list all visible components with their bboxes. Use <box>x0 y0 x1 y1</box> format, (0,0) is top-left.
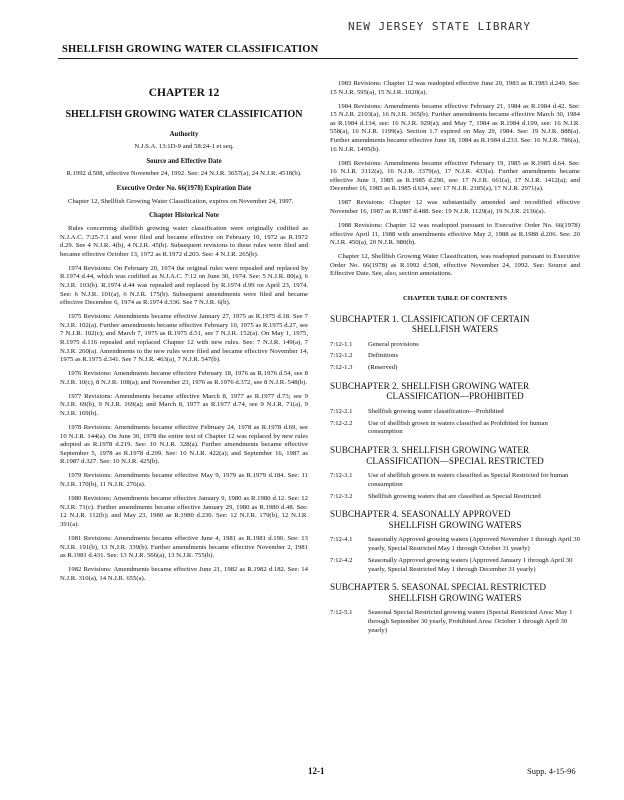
source-heading: Source and Effective Date <box>146 157 222 165</box>
subchapter-heading <box>330 381 580 402</box>
historical-note-body <box>60 225 308 583</box>
section-number: 7:12-4.1 <box>330 536 353 544</box>
source-text: R.1992 d.508, effective November 24, 1992. See: 24 N.J.R. 3657(a), 24 N.J.R. 4518(b). <box>66 170 302 178</box>
history-paragraph: 1976 Revisions: Amendments became effective February 18, 1976 as R.1976 d.54, see 8 N.J.R. 10(c), 8 N.J.R. 108(a); and November 23, 1976 as R.1976 d.372, see 8 N.J.R. 548(b). <box>60 370 308 386</box>
section-title: Seasonally Approved growing waters (Approved January 1 through April 30 yearly, Special Restricted May 1 through December 31 yearly) <box>368 556 573 573</box>
history-paragraph: 1977 Revisions: Amendments became effective March 8, 1977 as R.1977 d.73; see 9 N.J.R. 69(b), 9 N.J.R. 169(a); and March 8, 1977 as R.1977 d.74, see 9 N.J.R. 71(a), 9 N.J.R. 169(b). <box>60 392 308 417</box>
exec-order-text: Chapter 12, Shellfish Growing Water Classification, expires on November 24, 1997. <box>68 197 294 205</box>
history-paragraph: 1975 Revisions: Amendments became effective January 27, 1975 as R.1975 d.18. See 7 N.J.R. 102(a). Further amendments became effective February 10, 1975 as R.1975 d.27, see 7 N.J.R. 102(c); and March 7, 1975 as R.1975 d.51, see 7 N.J.R. 152(a). On May 1, 1975, R.1975 d.116 repealed and replaced Chapter 12 with new rules. See: 7 N.J.R. 149(a), 7 N.J.R. 260(a). Amendments to the new rules were filed and became effective November 14, 1975 as R.1975 d.341. See 7 N.J.R. 463(a), 7 N.J.R. 547(b). <box>60 313 308 364</box>
subchapter-heading-line: CLASSIFICATION—SPECIAL RESTRICTED <box>366 455 544 466</box>
history-paragraph: Rules concerning shellfish growing water classification were originally codified as N.J.A.C. 7:25-7.1 and were filed and became effective on February 10, 1972 as R.1972 d.29. See 4 N.J.R. 4(b), 4 N.J.R. 45(b). Subsequent revisions to these rules were filed and became effective October 13, 1972 as R.1972 d.203. See: 4 N.J.R. 265(b). <box>60 225 308 258</box>
toc-entry <box>330 341 580 350</box>
section-title: (Reserved) <box>368 364 398 372</box>
section-number: 7:12-1.1 <box>330 340 353 348</box>
history-paragraph: 1978 Revisions: Amendments became effective February 24, 1978 as R.1978 d.69, see 10 N.J.R. 144(a). On June 30, 1978 the entire text of Chapter 12 was replaced by new rules adopted as R.1978 d.219. See: 10 N.J.R. 328(a). Further amendments became effective September 5, 1978 as R.1978 d.299. See: 10 N.J.R. 422(a); and September 16, 1987 as R.1987 d.327. See: 10 N.J.R. 425(b). <box>60 424 308 466</box>
toc-entry <box>330 420 580 437</box>
subchapter-heading-line: SHELLFISH GROWING WATERS <box>388 592 522 603</box>
subchapter-heading <box>330 314 580 335</box>
history-paragraph: 1982 Revisions: Amendments became effective June 21, 1982 as R.1982 d.182. See: 14 N.J.R. 310(a), 14 N.J.R. 655(a). <box>60 566 308 582</box>
history-paragraph: 1983 Revisions: Chapter 12 was readopted effective June 20, 1983 as R.1983 d.249. See: 15 N.J.R. 595(a), 15 N.J.R. 1020(a). <box>330 80 580 96</box>
chapter-title: SHELLFISH GROWING WATER CLASSIFICATION <box>65 108 303 120</box>
page-number: 12-1 <box>308 766 325 776</box>
history-paragraph: 1974 Revisions: On February 20, 1974 the original rules were repealed and replaced by R.1974 d.44, which was codified as N.J.A.C. 7:12 on June 30, 1974. See: 5 N.J.R. 80(a), 6 N.J.R. 103(b). R.1974 d.44 was repealed and replaced by R.1974 d.99 on April 23, 1974. See: 6 N.J.R. 101(a), 6 N.J.R. 175(b). Subsequent amendments were filed and became effective December 6, 1974 as R.1974 d.336. See 7 N.J.R. 6(b). <box>60 264 308 307</box>
section-number: 7:12-1.3 <box>330 364 353 372</box>
toc-entry <box>330 557 580 574</box>
toc-entry <box>330 493 580 502</box>
section-title: Seasonally Approved growing waters (Approved November 1 through April 30 yearly, Special Restricted May 1 through October 31 yearly) <box>368 536 580 553</box>
header-rule <box>58 58 578 59</box>
section-number: 7:12-5.1 <box>330 609 353 617</box>
toc-entry <box>330 364 580 373</box>
section-title: Seasonal Special Restricted growing waters (Special Restricted Area: May 1 through September 30 yearly, Prohibited Area: October 1 through April 30 yearly) <box>368 609 573 634</box>
section-number: 7:12-2.1 <box>330 407 353 415</box>
historical-note-heading: Chapter Historical Note <box>149 212 219 220</box>
history-paragraph: 1980 Revisions: Amendments became effective January 9, 1980 as R.1980 d.12. See: 12 N.J.R. 71(c). Further amendments became effective January 29, 1980 as R.1980 d.48. See: 12 N.J.R. 112(b); and May 23, 1980 as R.1980 d.230. See: 12 N.J.R. 179(b), 12 N.J.R. 391(a). <box>60 495 308 528</box>
toc-entry <box>330 408 580 417</box>
chapter-number: CHAPTER 12 <box>148 87 220 99</box>
section-title: Use of shellfish grown in waters classified as Prohibited for human consumption <box>368 419 548 436</box>
supplement-date: Supp. 4-15-96 <box>527 766 576 776</box>
toc-entry <box>330 609 580 635</box>
subchapter-heading-line: SUBCHAPTER 1. CLASSIFICATION OF CERTAIN <box>330 313 530 324</box>
subchapter-heading-line: SUBCHAPTER 3. SHELLFISH GROWING WATER <box>330 445 530 456</box>
section-title: Shellfish growing waters that are classified as Special Restricted <box>368 492 541 500</box>
subchapter-heading <box>330 509 580 530</box>
section-number: 7:12-1.2 <box>330 352 353 360</box>
authority-heading: Authority <box>169 130 199 138</box>
subchapter-heading <box>330 582 580 603</box>
subchapter-heading-line: SUBCHAPTER 5. SEASONAL SPECIAL RESTRICTED <box>330 582 547 593</box>
subchapter-heading <box>330 445 580 466</box>
history-paragraph: Chapter 12, Shellfish Growing Water Classification, was readopted pursuant to Executive Order No. 66(1978) as R.1992 d.508, effective November 24, 1992. See: Source and Effective Date. See, also, section annotations. <box>330 253 580 278</box>
revision-notes <box>330 80 580 279</box>
left-column <box>60 86 308 589</box>
section-number: 7:12-3.1 <box>330 472 353 480</box>
toc-entry <box>330 472 580 489</box>
section-number: 7:12-3.2 <box>330 492 353 500</box>
history-paragraph: 1979 Revisions: Amendments became effective May 9, 1979 as R.1979 d.184. See: 11 N.J.R. 170(b), 11 N.J.R. 276(a). <box>60 472 308 489</box>
history-paragraph: 1985 Revisions: Amendments became effective February 19, 1985 as R.1985 d.64. See: 16 N.J.R. 3112(a), 16 N.J.R. 3379(a), 17 N.J.R. 433(a). Further amendments became effective June 3, 1985 as R.1985 d.290, see: 17 N.J.R. 661(a), 17 N.J.R. 1412(a); and December 16, 1985 as R.1985 d.634, see: 17 N.J.R. 2185(a), 17 N.J.R. 2971(a). <box>330 159 580 193</box>
section-title: General provisions <box>368 340 419 348</box>
authority-text: N.J.S.A. 13:1D-9 and 58:24-1 et seq. <box>134 143 234 151</box>
exec-order-heading: Executive Order No. 66(1978) Expiration Date <box>116 185 252 193</box>
history-paragraph: 1988 Revisions: Chapter 12 was readopted pursuant to Executive Order No. 66(1978) effective April 11, 1988 with amendments effective May 2, 1988 as R.1988 d.206. See: 20 N.J.R. 450(a), 20 N.J.R. 980(b). <box>330 222 580 247</box>
history-paragraph: 1984 Revisions: Amendments became effective February 21, 1984 as R.1984 d.42. See: 15 N.J.R. 2103(a), 16 N.J.R. 365(b). Further amendments became effective March 30, 1984 as R.1984 d.134, see: 16 N.J.R. 929(a); and May 7, 1984 as R.1984 d.199, see: 16 N.J.R. 558(a), 16 N.J.R. 1199(a). Section 1.7 expired on May 29, 1984. See: 19 N.J.R. 888(a). Further amendments became effective June 18, 1984 as R.1984 d.233. See: 16 N.J.R. 786(a), 16 N.J.R. 1495(b). <box>330 102 580 153</box>
history-paragraph: 1987 Revisions: Chapter 12 was substantially amended and recodified effective November 16, 1987 as R.1987 d.488. See: 19 N.J.R. 1129(a), 19 N.J.R. 2136(a). <box>330 199 580 216</box>
toc-heading: CHAPTER TABLE OF CONTENTS <box>402 295 508 303</box>
toc-entry <box>330 536 580 553</box>
table-of-contents <box>330 314 580 636</box>
section-number: 7:12-4.2 <box>330 556 353 564</box>
section-title: Use of shellfish grown in waters classified as Special Restricted for human consumption <box>368 472 569 488</box>
subchapter-heading-line: SHELLFISH WATERS <box>411 324 499 335</box>
subchapter-heading-line: SUBCHAPTER 4. SEASONALLY APPROVED <box>330 509 511 520</box>
section-number: 7:12-2.2 <box>330 419 353 427</box>
right-column <box>330 80 580 639</box>
running-title: SHELLFISH GROWING WATER CLASSIFICATION <box>62 44 319 55</box>
section-title: Definitions <box>368 352 399 360</box>
section-title: Shellfish growing water classification—Prohibited <box>368 407 504 415</box>
subchapter-heading-line: CLASSIFICATION—PROHIBITED <box>386 391 524 402</box>
subchapter-heading-line: SUBCHAPTER 2. SHELLFISH GROWING WATER <box>330 380 530 391</box>
library-stamp: NEW JERSEY STATE LIBRARY <box>348 20 531 33</box>
toc-entry <box>330 352 580 361</box>
history-paragraph: 1981 Revisions: Amendments became effective June 4, 1981 as R.1981 d.190. See: 13 N.J.R. 191(b), 13 N.J.R. 339(b). Further amendments became effective November 2, 1981 as R.1981 d.431. See: 13 N.J.R. 566(a), 13 N.J.R. 755(b). <box>60 534 308 560</box>
subchapter-heading-line: SHELLFISH GROWING WATERS <box>388 519 522 530</box>
